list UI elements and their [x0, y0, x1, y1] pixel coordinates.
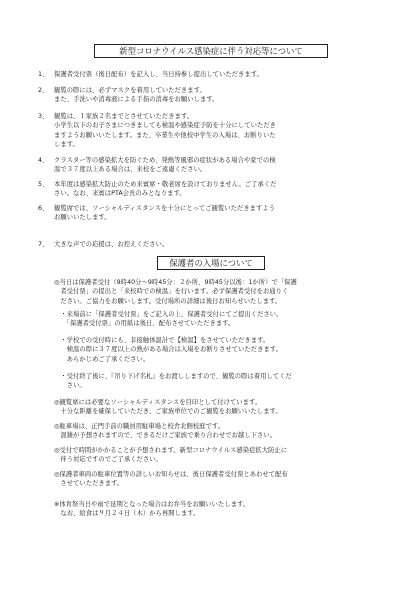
section-title-covid-measures: 新型コロナウイルス感染症に伴う対応等について: [94, 44, 328, 58]
list-item: [38, 240, 398, 250]
list-item: [38, 70, 398, 80]
item-number: 3、: [38, 113, 49, 120]
item-number: 2、: [38, 87, 49, 94]
item-number: 1、: [38, 71, 49, 78]
paragraph: ◎駐車場は、正門手前の職員用駐車場と校舎北側校庭です。 混雑が予想されますので、できるだけご家族で乗り合わせでお越し下さい。: [54, 423, 277, 440]
list-item: [38, 112, 398, 150]
item-number: 7、: [38, 241, 49, 248]
item-text: クラスター等の感染拡大を防ぐため、発熱等風邪の症状がある場合や家での検 温で３７度以上ある場合は、来校をご遠慮ください。: [54, 157, 276, 174]
list-item: [38, 156, 398, 175]
item-text: 本年度は感染拡大防止のため来賓席・敬老席を設けておりません。ご了承くだ さい。なお、来賓はPTA会長のみとなります。: [54, 181, 277, 198]
item-number: 6、: [38, 205, 49, 212]
item-text: 観覧の際には、必ずマスクを着用していただきます。 また、手洗いや消毒液による手指の消毒をお願いします。: [54, 87, 219, 104]
list-item: [38, 86, 398, 105]
paragraph: ・来場前に「保護者受付票」をご記入の上、保護者受付にてご提出ください。 「保護者受付票」の用紙は後日、配布させていただきます。: [60, 311, 283, 328]
item-text: 観覧は、１家族２名までとさせていただきます。 小学生以下のお子さまにつきましても検温や感染症予防を十分にしていただき ますようお願いいたします。また、卒業生や他校中学生の入場は、お断りいた します。: [54, 113, 277, 149]
item-number: 5、: [38, 181, 49, 188]
paragraph: ◎保護者車両の駐車位置等の詳しいお知らせは、後日保護者受付票とあわせて配布 させていただきます。: [54, 471, 288, 488]
item-text: 大きな声での応援は、お控えください。: [54, 241, 169, 248]
paragraph: ◎受付で時間がかかることが予想されます。新型コロナウイルス感染症拡大防止に 伴う対応ですのでご了承ください。: [54, 447, 288, 464]
paragraph: ・受付終了後に、『吊り下げ名札』をお渡ししますので、観覧の際は着用してくだ さい。: [60, 373, 292, 390]
paragraph: ※体育祭当日や雨で延期となった場合はお弁当をお願いいたします。 なお、給食は９月２４日（木）から再開します。: [54, 501, 250, 518]
section-title-guardian-entry: 保護者の入場について: [157, 256, 265, 270]
paragraph: ◎当日は保護者受付（9時40分～9時45分：２か所、9時45分以後：1か所）で「保護 者受付票」の提出と「来校時での検温」を行います。必ず保護者受付をお通りく ださい。ご協力をお願いします。受付場所の詳細は後日お知らせいたします。: [54, 279, 297, 305]
item-text: 観覧席では、ソーシャルディスタンスを十分にとってご観覧いただきますよう お願いいたします。: [54, 205, 276, 222]
item-text: 保護者受付票（後日配布）を記入し、当日持参し提出していただきます。: [54, 71, 263, 78]
item-number: 4、: [38, 157, 49, 164]
paragraph: ◎観覧席には必要なソーシャルディスタンスを目印として付けています。 十分な距離を確保していただき、ご家族単位でのご観覧をお願いいたします。: [54, 399, 282, 416]
list-item: [38, 180, 398, 199]
paragraph: ・学校での受付時にも、非接触体温計で【検温】をさせていただきます。 検温の際に３７度以上の熱がある場合は入場をお断りさせていただきます。 あらかじめご了承ください。: [60, 337, 282, 363]
list-item: [38, 204, 398, 223]
